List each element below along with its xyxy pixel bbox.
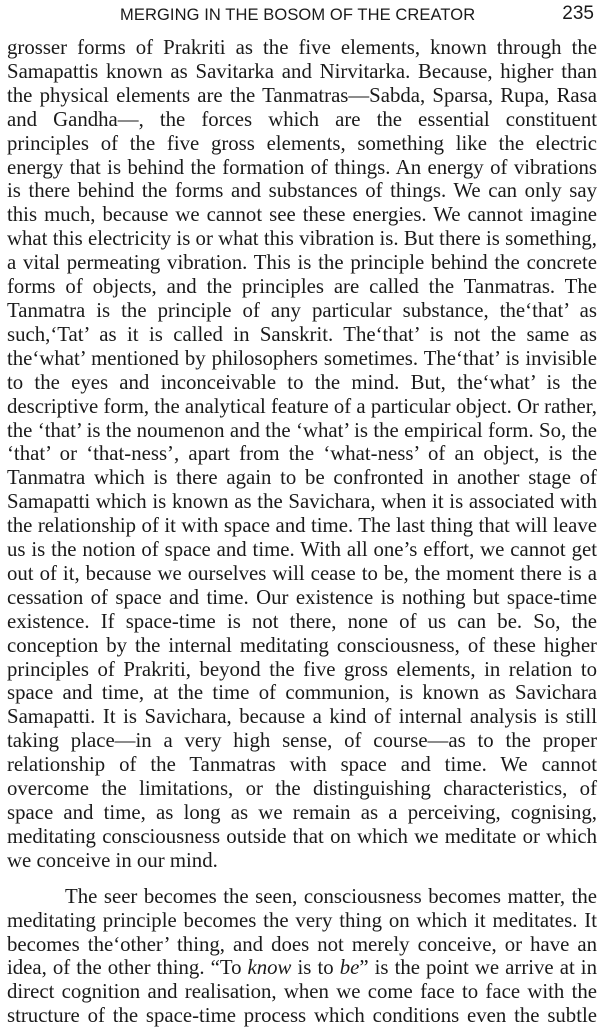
body-text	[7, 36, 597, 1028]
paragraph-2	[7, 885, 597, 1028]
paragraph-1	[7, 36, 597, 873]
paragraph-1-text: grosser forms of Prakriti as the five elements, known through the Samapattis known as Savitarka and Nirvitarka. Because, higher than the physical elements are the Tanmatras—Sabda, Sparsa, Rupa, Rasa and Gandha—, the forces which are the essential constituent principles of the five gross elements, something like the electric energy that is behind the formation of things. An energy of vibrations is there behind the forms and substances of things. We can only say this much, because we cannot see these energies. We cannot imagine what this electricity is or what this vibration is. But there is something, a vital permeating vibration. This is the principle behind the concrete forms of objects, and the principles are called the Tanmatras. The Tanmatra is the principle of any particular substance, the‘that’ as such,‘Tat’ as it is called in Sanskrit. The‘that’ is not the same as the‘what’ mentioned by philosophers sometimes. The‘that’ is invisible to the eyes and inconceivable to the mind. But, the‘what’ is the descriptive form, the analytical feature of a particular object. Or rather, the ‘that’ is the noumenon and the ‘what’ is the empirical form. So, the ‘that’ or ‘that-ness’, apart from the ‘what-ness’ of an object, is the Tanmatra which is there again to be confronted in another stage of Samapatti which is known as the Savichara, when it is associated with the relationship of it with space and time. The last thing that will leave us is the notion of space and time. With all one’s effort, we cannot get out of it, because we ourselves will cease to be, the moment there is a cessation of space and time. Our existence is nothing but space-time existence. If space-time is not there, none of us can be. So, the conception by the internal meditating consciousness, of these higher principles of Prakriti, beyond the five gross elements, in relation to space and time, at the time of communion, is known as Savichara Samapatti. It is Savichara, because a kind of internal analysis is still taking place—in a very high sense, of course—as to the proper relationship of the Tanmatras with space and time. We cannot overcome the limitations, or the distinguishing characteristics, of space and time, as long as we remain as a perceiving, cognising, meditating consciousness outside that on which we meditate or which we conceive in our mind.	[7, 36, 597, 872]
paragraph-2-text-b: is to	[291, 956, 340, 980]
paragraph-2-text-a: The seer becomes the seen, consciousness becomes matter, the meditating principle becomes the very thing on which it meditates. It becomes the‘other’ thing, and does not merely conceive, or have an idea, of the other thing. “To	[7, 884, 597, 980]
italic-know: know	[247, 956, 292, 980]
italic-be: be	[339, 956, 360, 980]
paragraph-2-text-c: ” is the point we arrive at in direct cognition and realisation, when we come face to face with the structure of the space-time process which conditions even the subtle	[7, 956, 597, 1028]
chapter-title: MERGING IN THE BOSOM OF THE CREATOR	[120, 6, 476, 24]
page-number: 235	[562, 3, 594, 24]
running-header	[0, 2, 600, 30]
